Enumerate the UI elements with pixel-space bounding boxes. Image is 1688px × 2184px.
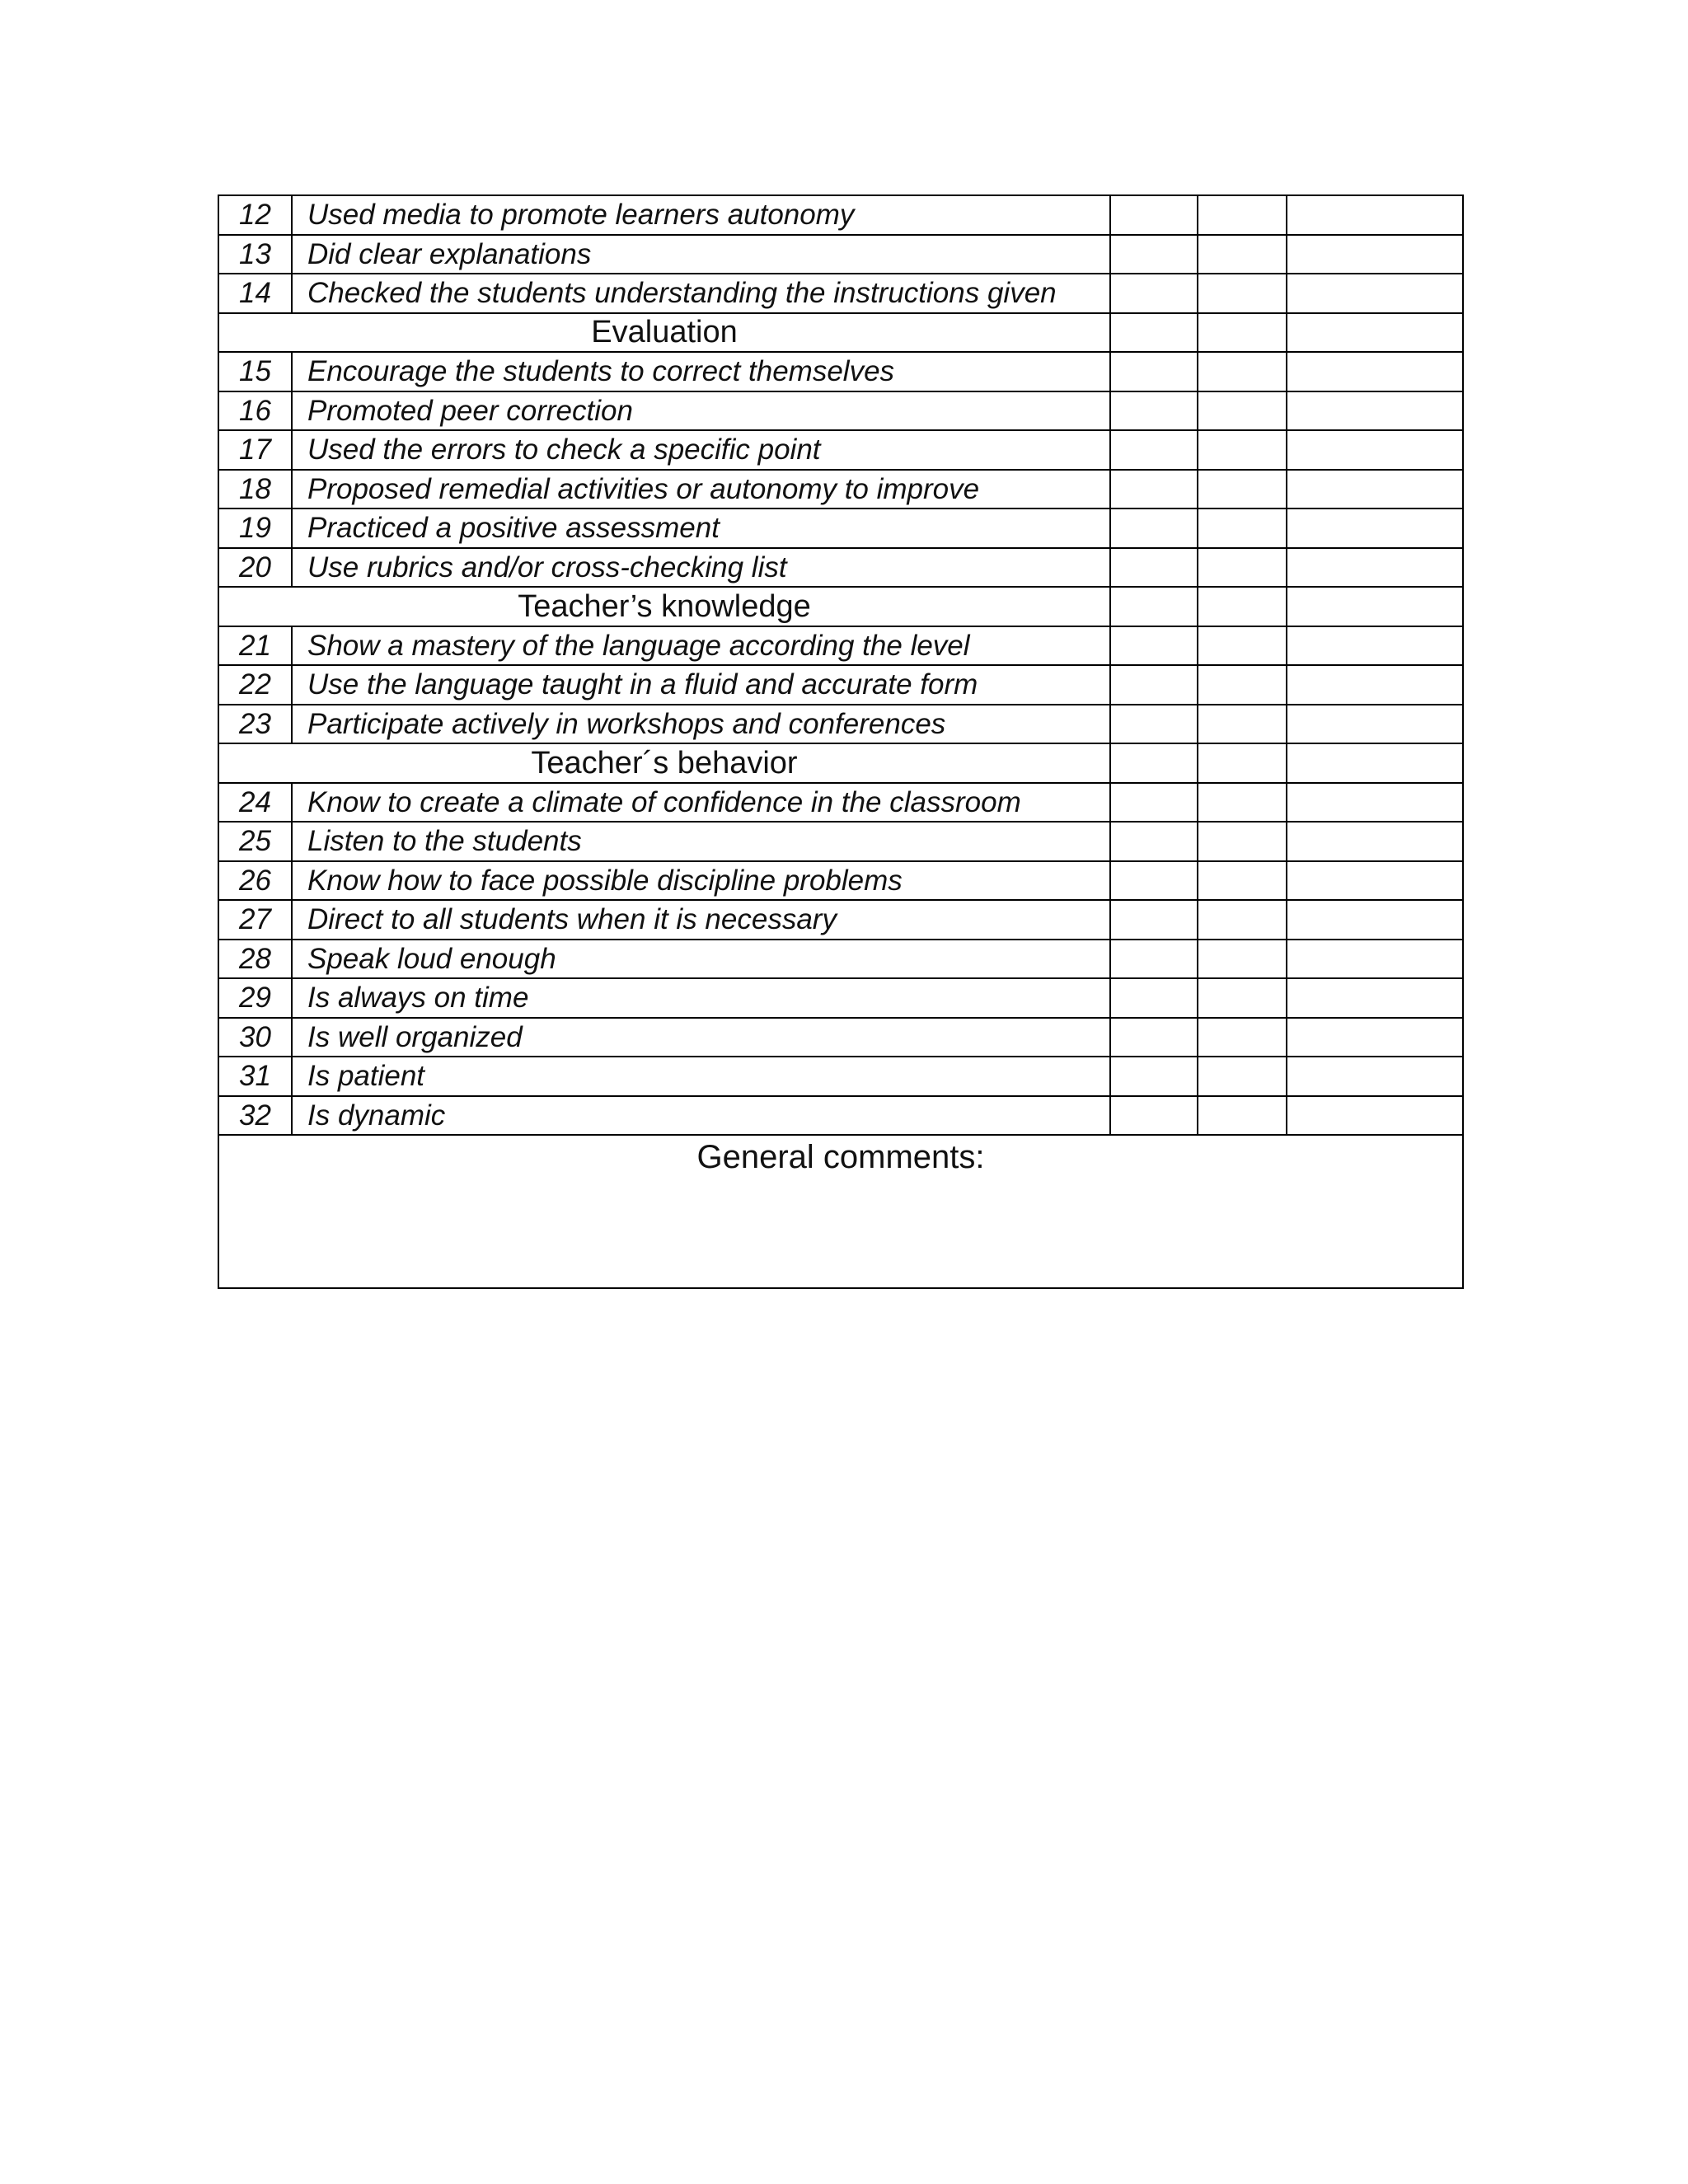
rating-cell-3[interactable] [1287, 783, 1463, 823]
rating-cell-3[interactable] [1287, 743, 1463, 783]
rating-cell-1[interactable] [1110, 235, 1198, 274]
checklist-item-row [218, 861, 1463, 901]
checklist-item-row [218, 1096, 1463, 1136]
item-number: 23 [218, 705, 292, 744]
item-number: 25 [218, 822, 292, 861]
checklist-item-row [218, 430, 1463, 470]
checklist-item-row [218, 509, 1463, 548]
item-number: 19 [218, 509, 292, 548]
rating-cell-1[interactable] [1110, 1096, 1198, 1136]
item-description: Direct to all students when it is necessary [292, 900, 1110, 940]
section-title: Teacher´s behavior [218, 743, 1110, 783]
item-description: Use the language taught in a fluid and accurate form [292, 665, 1110, 705]
checklist-item-row [218, 195, 1463, 235]
item-number: 22 [218, 665, 292, 705]
rating-cell-3[interactable] [1287, 548, 1463, 588]
checklist-item-row [218, 940, 1463, 979]
item-number: 32 [218, 1096, 292, 1136]
rating-cell-3[interactable] [1287, 195, 1463, 235]
rating-cell-1[interactable] [1110, 274, 1198, 313]
rating-cell-2[interactable] [1198, 1018, 1287, 1057]
rating-cell-1[interactable] [1110, 313, 1198, 353]
rating-cell-3[interactable] [1287, 978, 1463, 1018]
checklist-table [218, 194, 1464, 1289]
rating-cell-2[interactable] [1198, 743, 1287, 783]
general-comments-box[interactable] [218, 1135, 1463, 1288]
item-description: Is dynamic [292, 1096, 1110, 1136]
rating-cell-3[interactable] [1287, 940, 1463, 979]
comments-row [218, 1135, 1463, 1288]
item-number: 18 [218, 470, 292, 509]
item-description: Did clear explanations [292, 235, 1110, 274]
rating-cell-1[interactable] [1110, 430, 1198, 470]
checklist-item-row [218, 978, 1463, 1018]
rating-cell-3[interactable] [1287, 900, 1463, 940]
rating-cell-2[interactable] [1198, 548, 1287, 588]
item-number: 31 [218, 1057, 292, 1096]
item-description: Is always on time [292, 978, 1110, 1018]
rating-cell-1[interactable] [1110, 978, 1198, 1018]
checklist-item-row [218, 391, 1463, 431]
item-description: Know to create a climate of confidence in the classroom [292, 783, 1110, 823]
item-number: 14 [218, 274, 292, 313]
rating-cell-1[interactable] [1110, 587, 1198, 626]
item-description: Proposed remedial activities or autonomy to improve [292, 470, 1110, 509]
item-description: Use rubrics and/or cross-checking list [292, 548, 1110, 588]
rating-cell-3[interactable] [1287, 235, 1463, 274]
rating-cell-1[interactable] [1110, 783, 1198, 823]
item-description: Is patient [292, 1057, 1110, 1096]
rating-cell-1[interactable] [1110, 470, 1198, 509]
item-description: Checked the students understanding the instructions given [292, 274, 1110, 313]
rating-cell-3[interactable] [1287, 587, 1463, 626]
rating-cell-2[interactable] [1198, 978, 1287, 1018]
item-number: 12 [218, 195, 292, 235]
rating-cell-1[interactable] [1110, 352, 1198, 391]
item-description: Listen to the students [292, 822, 1110, 861]
item-description: Used the errors to check a specific point [292, 430, 1110, 470]
rating-cell-3[interactable] [1287, 274, 1463, 313]
rating-cell-1[interactable] [1110, 861, 1198, 901]
section-title: Evaluation [218, 313, 1110, 353]
item-description: Participate actively in workshops and conferences [292, 705, 1110, 744]
rating-cell-1[interactable] [1110, 548, 1198, 588]
rating-cell-3[interactable] [1287, 391, 1463, 431]
rating-cell-2[interactable] [1198, 705, 1287, 744]
rating-cell-1[interactable] [1110, 900, 1198, 940]
section-header-row [218, 743, 1463, 783]
checklist-item-row [218, 1018, 1463, 1057]
rating-cell-3[interactable] [1287, 509, 1463, 548]
rating-cell-2[interactable] [1198, 626, 1287, 666]
item-number: 15 [218, 352, 292, 391]
rating-cell-3[interactable] [1287, 352, 1463, 391]
checklist-item-row [218, 235, 1463, 274]
checklist-body [218, 195, 1463, 1135]
rating-cell-3[interactable] [1287, 430, 1463, 470]
rating-cell-2[interactable] [1198, 430, 1287, 470]
general-comments-label: General comments: [696, 1139, 985, 1175]
rating-cell-3[interactable] [1287, 1018, 1463, 1057]
rating-cell-2[interactable] [1198, 665, 1287, 705]
section-header-row [218, 313, 1463, 353]
rating-cell-2[interactable] [1198, 235, 1287, 274]
item-description: Promoted peer correction [292, 391, 1110, 431]
checklist-item-row [218, 626, 1463, 666]
rating-cell-2[interactable] [1198, 1057, 1287, 1096]
item-description: Practiced a positive assessment [292, 509, 1110, 548]
rating-cell-2[interactable] [1198, 195, 1287, 235]
rating-cell-1[interactable] [1110, 705, 1198, 744]
rating-cell-3[interactable] [1287, 1057, 1463, 1096]
rating-cell-2[interactable] [1198, 352, 1287, 391]
rating-cell-1[interactable] [1110, 665, 1198, 705]
item-number: 17 [218, 430, 292, 470]
checklist-item-row [218, 665, 1463, 705]
rating-cell-3[interactable] [1287, 665, 1463, 705]
checklist-item-row [218, 783, 1463, 823]
item-number: 21 [218, 626, 292, 666]
item-number: 30 [218, 1018, 292, 1057]
checklist-item-row [218, 548, 1463, 588]
item-description: Used media to promote learners autonomy [292, 195, 1110, 235]
rating-cell-1[interactable] [1110, 743, 1198, 783]
rating-cell-2[interactable] [1198, 274, 1287, 313]
rating-cell-1[interactable] [1110, 626, 1198, 666]
rating-cell-2[interactable] [1198, 313, 1287, 353]
rating-cell-2[interactable] [1198, 391, 1287, 431]
checklist-item-row [218, 822, 1463, 861]
item-description: Encourage the students to correct themselves [292, 352, 1110, 391]
rating-cell-2[interactable] [1198, 900, 1287, 940]
item-description: Speak loud enough [292, 940, 1110, 979]
rating-cell-3[interactable] [1287, 313, 1463, 353]
checklist-item-row [218, 352, 1463, 391]
item-number: 20 [218, 548, 292, 588]
rating-cell-2[interactable] [1198, 783, 1287, 823]
rating-cell-2[interactable] [1198, 509, 1287, 548]
item-number: 26 [218, 861, 292, 901]
rating-cell-2[interactable] [1198, 822, 1287, 861]
section-header-row [218, 587, 1463, 626]
item-number: 13 [218, 235, 292, 274]
rating-cell-2[interactable] [1198, 861, 1287, 901]
rating-cell-3[interactable] [1287, 626, 1463, 666]
item-number: 29 [218, 978, 292, 1018]
rating-cell-1[interactable] [1110, 940, 1198, 979]
checklist-item-row [218, 900, 1463, 940]
rating-cell-2[interactable] [1198, 470, 1287, 509]
item-description: Know how to face possible discipline problems [292, 861, 1110, 901]
item-number: 27 [218, 900, 292, 940]
rating-cell-3[interactable] [1287, 1096, 1463, 1136]
rating-cell-3[interactable] [1287, 822, 1463, 861]
checklist-item-row [218, 1057, 1463, 1096]
rating-cell-1[interactable] [1110, 1018, 1198, 1057]
rating-cell-3[interactable] [1287, 470, 1463, 509]
rating-cell-2[interactable] [1198, 1096, 1287, 1136]
rating-cell-1[interactable] [1110, 195, 1198, 235]
rating-cell-1[interactable] [1110, 509, 1198, 548]
rating-cell-2[interactable] [1198, 587, 1287, 626]
checklist-item-row [218, 470, 1463, 509]
checklist-item-row [218, 705, 1463, 744]
item-number: 16 [218, 391, 292, 431]
rating-cell-2[interactable] [1198, 940, 1287, 979]
rating-cell-1[interactable] [1110, 391, 1198, 431]
item-description: Is well organized [292, 1018, 1110, 1057]
section-title: Teacher’s knowledge [218, 587, 1110, 626]
item-description: Show a mastery of the language according the level [292, 626, 1110, 666]
checklist-sheet [218, 194, 1462, 1289]
rating-cell-1[interactable] [1110, 1057, 1198, 1096]
rating-cell-3[interactable] [1287, 705, 1463, 744]
rating-cell-1[interactable] [1110, 822, 1198, 861]
item-number: 28 [218, 940, 292, 979]
item-number: 24 [218, 783, 292, 823]
checklist-item-row [218, 274, 1463, 313]
rating-cell-3[interactable] [1287, 861, 1463, 901]
